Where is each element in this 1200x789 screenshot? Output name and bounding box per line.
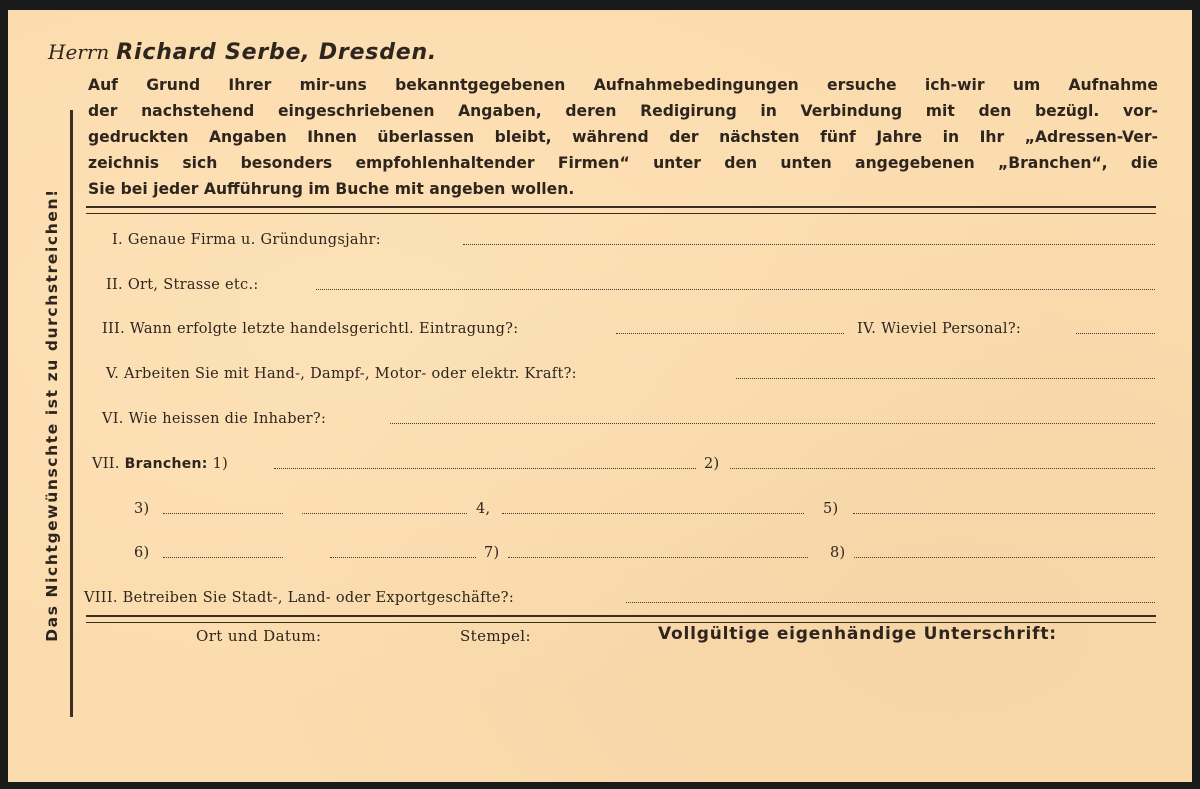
question-7-label	[92, 456, 228, 472]
question-1-field[interactable]	[463, 244, 1155, 245]
registration-postcard	[8, 10, 1192, 782]
addressee-prefix: Herrn	[48, 40, 110, 64]
bottom-double-rule	[86, 615, 1156, 623]
question-8-field[interactable]	[626, 602, 1155, 603]
branch-number-8: 8)	[830, 545, 846, 561]
question-7-prefix: VII.	[92, 456, 120, 472]
question-6-field[interactable]	[390, 423, 1155, 424]
question-4-label: IV. Wieviel Personal?:	[857, 321, 1022, 337]
branch-6-field-b[interactable]	[330, 557, 476, 558]
branch-3-field-a[interactable]	[163, 513, 283, 514]
branch-5-field[interactable]	[853, 513, 1155, 514]
branch-number-2: 2)	[704, 456, 720, 472]
branch-number-5: 5)	[823, 501, 839, 517]
question-4-field[interactable]	[1076, 333, 1155, 334]
intro-paragraph	[88, 72, 1158, 202]
question-2-field[interactable]	[316, 289, 1155, 290]
side-vertical-rule	[70, 110, 73, 717]
stamp-label: Stempel:	[460, 627, 531, 645]
question-8-label: VIII. Betreiben Sie Stadt-, Land- oder Exportgeschäfte?:	[84, 590, 514, 606]
intro-line: der nachstehend eingeschriebenen Angaben, deren Redigirung in Verbindung mit den bezügl. vor-	[88, 102, 1158, 120]
side-note: Das Nichtgewünschte ist zu durchstreichen!	[43, 188, 61, 642]
question-1-label: I. Genaue Firma u. Gründungsjahr:	[112, 232, 381, 248]
branch-1-field[interactable]	[274, 468, 696, 469]
branch-number-3: 3)	[134, 501, 150, 517]
branch-7-field[interactable]	[508, 557, 808, 558]
question-7-branchen: Branchen:	[124, 456, 208, 472]
intro-line: Sie bei jeder Aufführung im Buche mit angeben wollen.	[88, 180, 575, 198]
question-5-field[interactable]	[736, 378, 1155, 379]
branch-number-1: 1)	[212, 456, 229, 472]
branch-8-field[interactable]	[854, 557, 1155, 558]
top-double-rule	[86, 206, 1156, 214]
signature-label: Vollgültige eigenhändige Unterschrift:	[658, 624, 1057, 644]
branch-6-field-a[interactable]	[163, 557, 283, 558]
place-date-label: Ort und Datum:	[196, 627, 322, 645]
branch-3-field-b[interactable]	[302, 513, 467, 514]
intro-line: gedruckten Angaben Ihnen überlassen bleibt, während der nächsten fünf Jahre in Ihr „Adressen-Ver-	[88, 128, 1158, 146]
branch-number-4: 4,	[476, 501, 491, 517]
branch-2-field[interactable]	[730, 468, 1155, 469]
intro-line: Auf Grund Ihrer mir-uns bekanntgegebenen Aufnahmebedingungen ersuche ich-wir um Aufnahme	[88, 76, 1158, 94]
branch-4-field[interactable]	[502, 513, 804, 514]
branch-number-6: 6)	[134, 545, 150, 561]
question-2-label: II. Ort, Strasse etc.:	[106, 277, 259, 293]
question-3-label: III. Wann erfolgte letzte handelsgerichtl. Eintragung?:	[102, 321, 519, 337]
addressee	[48, 40, 437, 65]
question-6-label: VI. Wie heissen die Inhaber?:	[102, 411, 327, 427]
branch-number-7: 7)	[484, 545, 500, 561]
addressee-name: Richard Serbe, Dresden.	[116, 40, 438, 65]
side-note-column	[36, 110, 66, 720]
question-3-field[interactable]	[616, 333, 844, 334]
intro-line: zeichnis sich besonders empfohlenhaltender Firmen“ unter den unten angegebenen „Branchen“, die	[88, 154, 1158, 172]
question-5-label: V. Arbeiten Sie mit Hand-, Dampf-, Motor- oder elektr. Kraft?:	[106, 366, 577, 382]
